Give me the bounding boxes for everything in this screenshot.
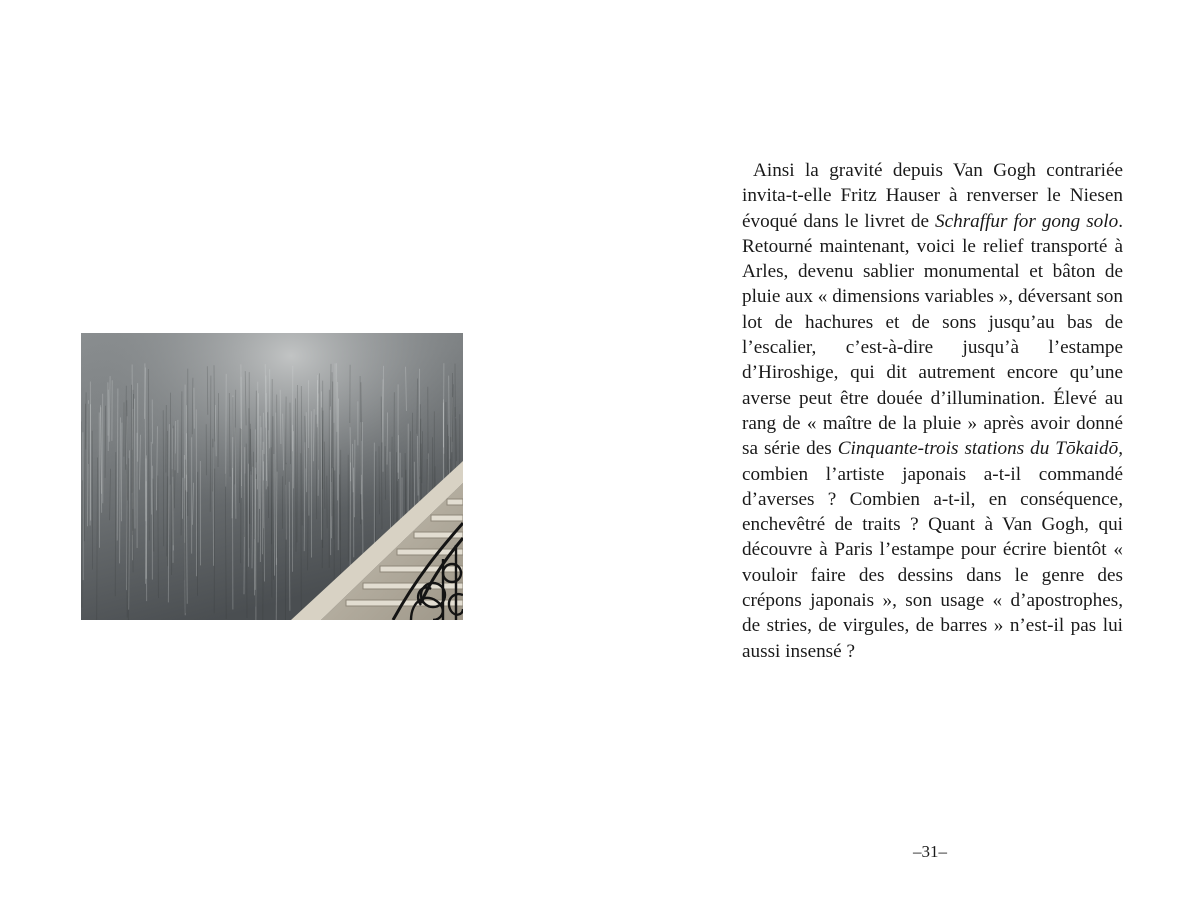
paragraph	[742, 158, 1123, 664]
photograph-image	[81, 333, 463, 620]
text-segment-3: , combien l’artiste japonais a-t-il commandé d’averses ? Combien a-t-il, en conséquence, enchevêtré de traits ? Quant à Van Gogh, qui découvre à Paris l’estampe pour écrire bientôt « vouloir faire des dessins dans le genre des crépons japonais », son usage « d’apostrophes, de stries, de virgules, de barres » n’est-il pas lui aussi insensé ?	[742, 438, 1123, 662]
text-segment-1: Ainsi la gravité depuis Van Gogh contrariée invita-t-elle Fritz Hauser à renverser le Niesen évoqué dans le livret de	[742, 160, 1123, 232]
work-title-schraffur: Schraffur for gong solo	[934, 210, 1119, 232]
page-number: –31–	[913, 842, 947, 861]
text-segment-2: . Retourné maintenant, voici le relief transporté à Arles, devenu sablier monumental et bâton de pluie aux « dimensions variables », déversant son lot de hachures et de sons jusqu’au bas de l’escalier, c’est-à-dire jusqu’à l’estampe d’Hiroshige, qui dit autrement encore qu’une averse peut être douée d’illumination. Élevé au rang de « maître de la pluie » après avoir donné sa série des	[742, 210, 1123, 460]
photograph	[81, 333, 463, 620]
work-title-tokaido: Cinquante-trois stations du Tōkaidō	[837, 438, 1119, 460]
body-text	[742, 158, 1123, 664]
